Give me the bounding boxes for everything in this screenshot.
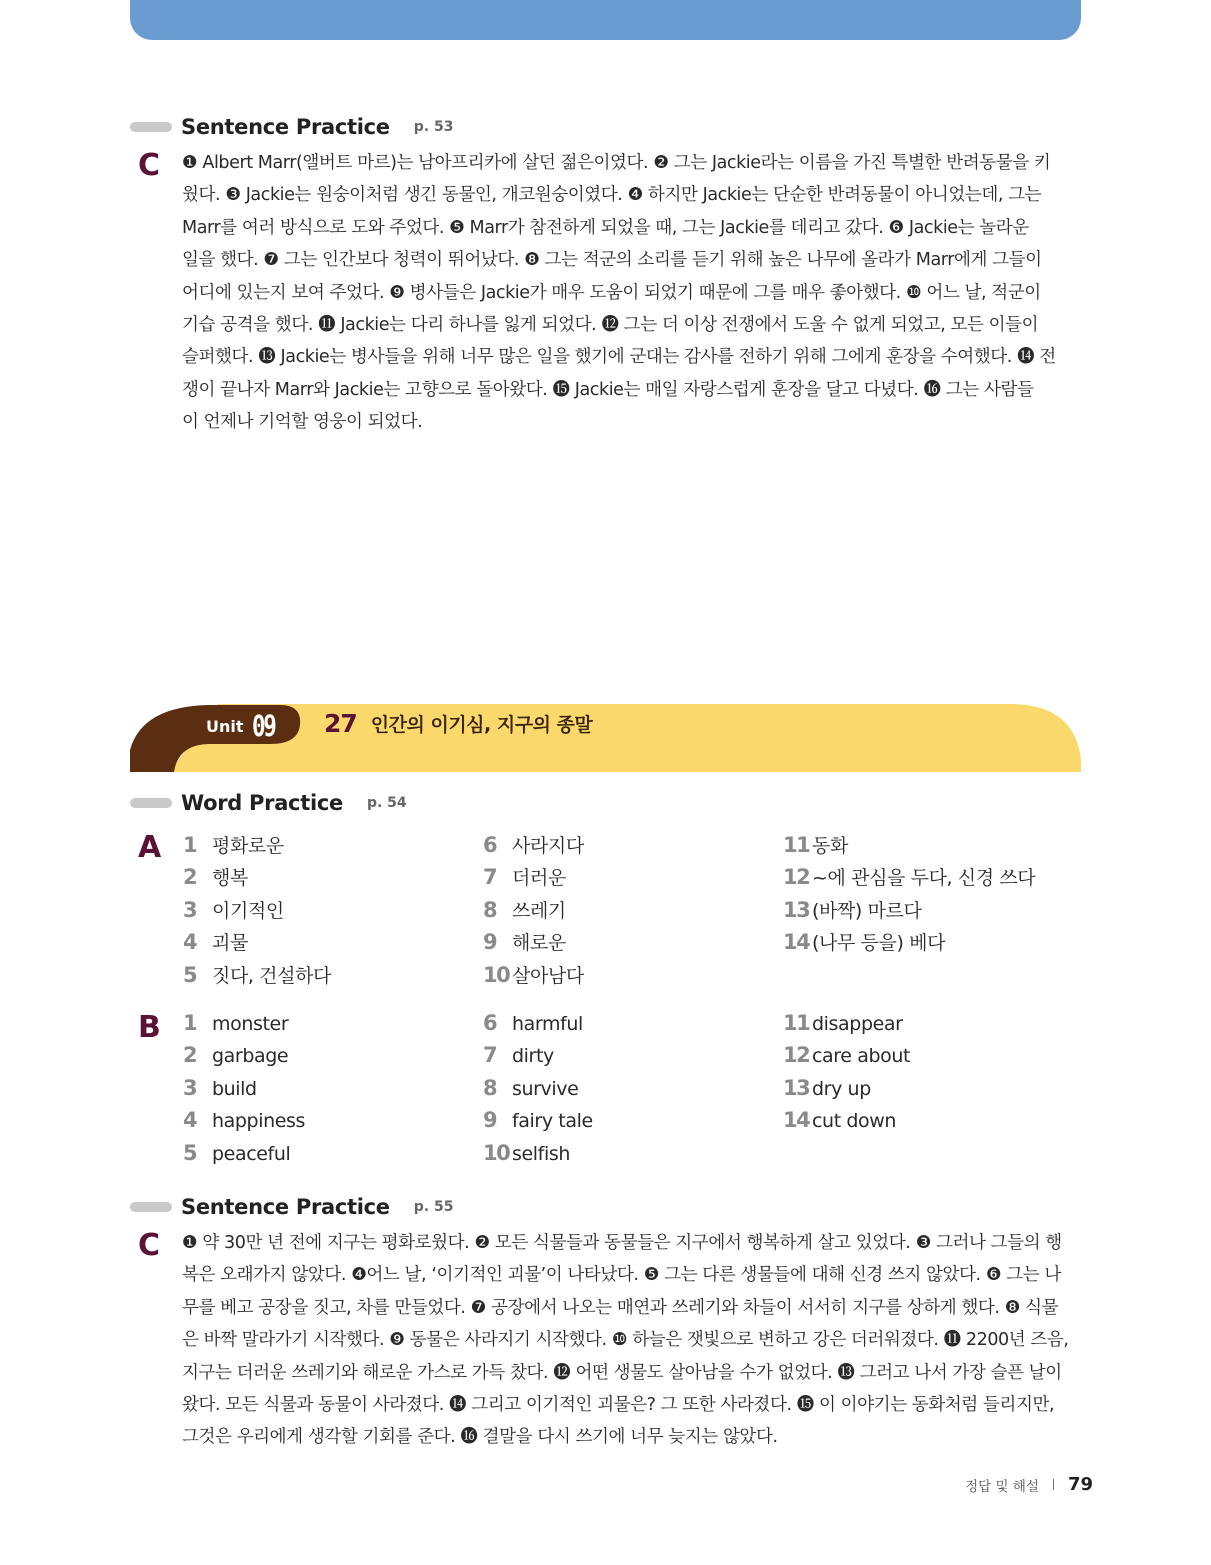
page-footer: [965, 1474, 1093, 1495]
word-text: build: [212, 1077, 257, 1100]
sentence-practice-header-1: [130, 112, 453, 142]
text-line: 그것은 우리에게 생각할 기회를 준다. ⓰ 결말을 다시 쓰기에 너무 늦지는 않았다.: [182, 1427, 778, 1448]
exercise-letter-a: A: [138, 830, 162, 865]
text-line: 복은 오래가지 않았다. ❹어느 날, ‘이기적인 괴물’이 나타났다. ❺ 그는 다른 생물들에 대해 신경 쓰지 않았다. ❻ 그는 나: [182, 1265, 1061, 1286]
word-item: [183, 896, 284, 928]
word-number: 8: [483, 1075, 497, 1100]
word-item: [183, 1141, 290, 1173]
word-item: [183, 1108, 305, 1140]
word-text: 동화: [812, 835, 848, 857]
word-number: 12: [783, 1043, 810, 1068]
word-text: garbage: [212, 1045, 289, 1068]
word-number: 14: [783, 930, 810, 955]
word-item: [783, 928, 945, 960]
exercise-letter-b: B: [138, 1010, 161, 1045]
word-number: 3: [183, 897, 197, 922]
word-text: cut down: [812, 1110, 897, 1133]
word-text: dry up: [812, 1077, 871, 1100]
section-page-ref: p. 55: [413, 1199, 454, 1215]
word-number: 2: [183, 865, 197, 890]
word-item: [483, 1108, 593, 1140]
word-item: [183, 928, 248, 960]
text-line: 무를 베고 공장을 짓고, 차를 만들었다. ❼ 공장에서 나오는 매연과 쓰레기와 차들이 서서히 지구를 상하게 했다. ❽ 식물: [182, 1297, 1059, 1318]
word-number: 7: [483, 865, 497, 890]
page-number: 79: [1067, 1474, 1093, 1495]
word-text: monster: [212, 1013, 289, 1035]
word-number: 5: [183, 1140, 197, 1165]
word-number: 4: [183, 930, 197, 955]
word-practice-header: [130, 788, 407, 818]
section-page-ref: p. 54: [366, 795, 407, 811]
word-text: 살아남다: [512, 964, 584, 987]
word-item: [483, 1141, 570, 1173]
section-title: Sentence Practice: [181, 1195, 390, 1219]
section-title: Sentence Practice: [181, 115, 390, 139]
section-pill-marker: [130, 798, 172, 808]
word-text: 평화로운: [212, 835, 284, 857]
word-text: survive: [512, 1077, 579, 1100]
word-number: 9: [483, 1108, 497, 1133]
unit-number: 09: [251, 709, 275, 743]
section-title: Word Practice: [181, 791, 343, 815]
unit-banner-yellow-band: [170, 704, 1081, 772]
word-text: disappear: [812, 1013, 903, 1035]
word-item: [183, 831, 284, 863]
text-line: 왔다. 모든 식물과 동물이 사라졌다. ⓮ 그리고 이기적인 괴물은? 그 또한 사라졌다. ⓯ 이 이야기는 동화처럼 들리지만,: [182, 1395, 1055, 1416]
text-line: 쟁이 끝나자 Marr와 Jackie는 고향으로 돌아왔다. ⓯ Jackie는 매일 자랑스럽게 훈장을 달고 다녔다. ⓰ 그는 사람들: [182, 379, 1034, 400]
text-line: 지구는 더러운 쓰레기와 해로운 가스로 가득 찼다. ⓬ 어떤 생물도 살아남을 수가 없었다. ⓭ 그러고 나서 가장 슬픈 날이: [182, 1362, 1062, 1383]
word-item: [483, 1076, 578, 1108]
lesson-number: 27: [324, 709, 357, 738]
word-item: [783, 896, 921, 928]
word-item: [783, 863, 1035, 895]
word-text: 이기적인: [212, 899, 284, 922]
word-text: peaceful: [212, 1142, 291, 1165]
word-text: 사라지다: [512, 835, 584, 857]
word-number: 1: [183, 1011, 197, 1035]
top-header-bar: [130, 0, 1081, 40]
word-number: 10: [483, 962, 510, 987]
exercise-letter-c-2: C: [138, 1228, 161, 1263]
text-line: ❶ Albert Marr(앨버트 마르)는 남아프리카에 살던 젊은이였다. ❷ 그는 Jackie라는 이름을 가진 특별한 반려동물을 키: [182, 153, 1051, 173]
word-item: [483, 1043, 554, 1075]
unit-label: [206, 709, 280, 743]
word-item: [783, 1011, 903, 1043]
section-pill-marker: [130, 122, 172, 132]
text-line: 어디에 있는지 보여 주었다. ❾ 병사들은 Jackie가 매우 도움이 되었기 때문에 그를 매우 좋아했다. ❿ 어느 날, 적군이: [182, 282, 1041, 303]
word-number: 12: [783, 865, 810, 890]
word-item: [183, 1043, 288, 1075]
footer-divider: [1053, 1479, 1054, 1490]
word-number: 8: [483, 897, 497, 922]
word-item: [783, 831, 848, 863]
word-text: 행복: [212, 867, 248, 890]
sentence-practice-header-2: [130, 1192, 453, 1222]
text-line: 이 언제나 기억할 영웅이 되었다.: [182, 412, 423, 433]
lesson-title: 인간의 이기심, 지구의 종말: [370, 714, 593, 736]
word-item: [183, 1011, 288, 1043]
word-number: 11: [783, 833, 810, 857]
text-line: 슬퍼했다. ⓭ Jackie는 병사들을 위해 너무 많은 일을 했기에 군대는 감사를 전하기 위해 그에게 훈장을 수여했다. ⓮ 전: [182, 347, 1056, 368]
word-number: 1: [183, 833, 197, 857]
word-number: 7: [483, 1043, 497, 1068]
word-text: care about: [812, 1045, 911, 1068]
word-text: 괴물: [212, 932, 248, 955]
sentence-practice-text-1: [182, 147, 1082, 439]
word-item: [183, 863, 248, 895]
section-pill-marker: [130, 1202, 172, 1212]
word-number: 4: [183, 1108, 197, 1133]
sentence-practice-text-2: [182, 1227, 1082, 1454]
word-item: [183, 961, 331, 993]
word-text: (나무 등을) 베다: [812, 932, 946, 955]
word-text: fairy tale: [512, 1110, 593, 1133]
word-number: 5: [183, 962, 197, 987]
word-item: [483, 896, 566, 928]
word-number: 6: [483, 1011, 497, 1035]
text-line: ❶ 약 30만 년 전에 지구는 평화로웠다. ❷ 모든 식물들과 동물들은 지구에서 행복하게 살고 있었다. ❸ 그러나 그들의 행: [182, 1233, 1062, 1253]
exercise-letter-c-1: C: [138, 148, 161, 183]
word-item: [183, 1076, 257, 1108]
text-line: Marr를 여러 방식으로 도와 주었다. ❺ Marr가 참전하게 되었을 때, 그는 Jackie를 데리고 갔다. ❻ Jackie는 놀라운: [182, 217, 1029, 238]
word-number: 13: [783, 897, 810, 922]
word-number: 3: [183, 1075, 197, 1100]
word-item: [783, 1043, 910, 1075]
word-text: 해로운: [512, 932, 566, 955]
word-text: 쓰레기: [512, 899, 566, 922]
word-item: [483, 961, 584, 993]
word-item: [783, 1108, 896, 1140]
word-text: 더러운: [512, 867, 566, 890]
unit-word: Unit: [206, 716, 244, 736]
word-item: [483, 831, 584, 863]
section-page-ref: p. 53: [413, 119, 454, 135]
text-line: 은 바짝 말라가기 시작했다. ❾ 동물은 사라지기 시작했다. ❿ 하늘은 잿빛으로 변하고 강은 더러워졌다. ⓫ 2200년 즈음,: [182, 1330, 1069, 1351]
word-text: harmful: [512, 1013, 583, 1035]
text-line: 웠다. ❸ Jackie는 원숭이처럼 생긴 동물인, 개코원숭이였다. ❹ 하지만 Jackie는 단순한 반려동물이 아니었는데, 그는: [182, 185, 1042, 206]
word-item: [483, 1011, 583, 1043]
word-number: 10: [483, 1140, 510, 1165]
word-text: ~에 관심을 두다, 신경 쓰다: [812, 867, 1036, 890]
text-line: 기습 공격을 했다. ⓫ Jackie는 다리 하나를 잃게 되었다. ⓬ 그는 더 이상 전쟁에서 도울 수 없게 되었고, 모든 이들이: [182, 315, 1039, 336]
word-item: [783, 1076, 871, 1108]
word-number: 11: [783, 1011, 810, 1035]
word-item: [483, 863, 566, 895]
word-text: dirty: [512, 1045, 554, 1068]
word-number: 6: [483, 833, 497, 857]
word-text: (바짝) 마르다: [812, 899, 922, 922]
word-text: 짓다, 건설하다: [212, 964, 332, 987]
word-item: [483, 928, 566, 960]
word-number: 2: [183, 1043, 197, 1068]
word-number: 14: [783, 1108, 810, 1133]
word-number: 13: [783, 1075, 810, 1100]
lesson-heading: [324, 709, 592, 738]
text-line: 일을 했다. ❼ 그는 인간보다 청력이 뛰어났다. ❽ 그는 적군의 소리를 듣기 위해 높은 나무에 올라가 Marr에게 그들이: [182, 250, 1042, 271]
word-text: happiness: [212, 1110, 306, 1133]
word-number: 9: [483, 930, 497, 955]
word-text: selfish: [512, 1142, 570, 1165]
footer-label: 정답 및 해설: [965, 1478, 1039, 1495]
